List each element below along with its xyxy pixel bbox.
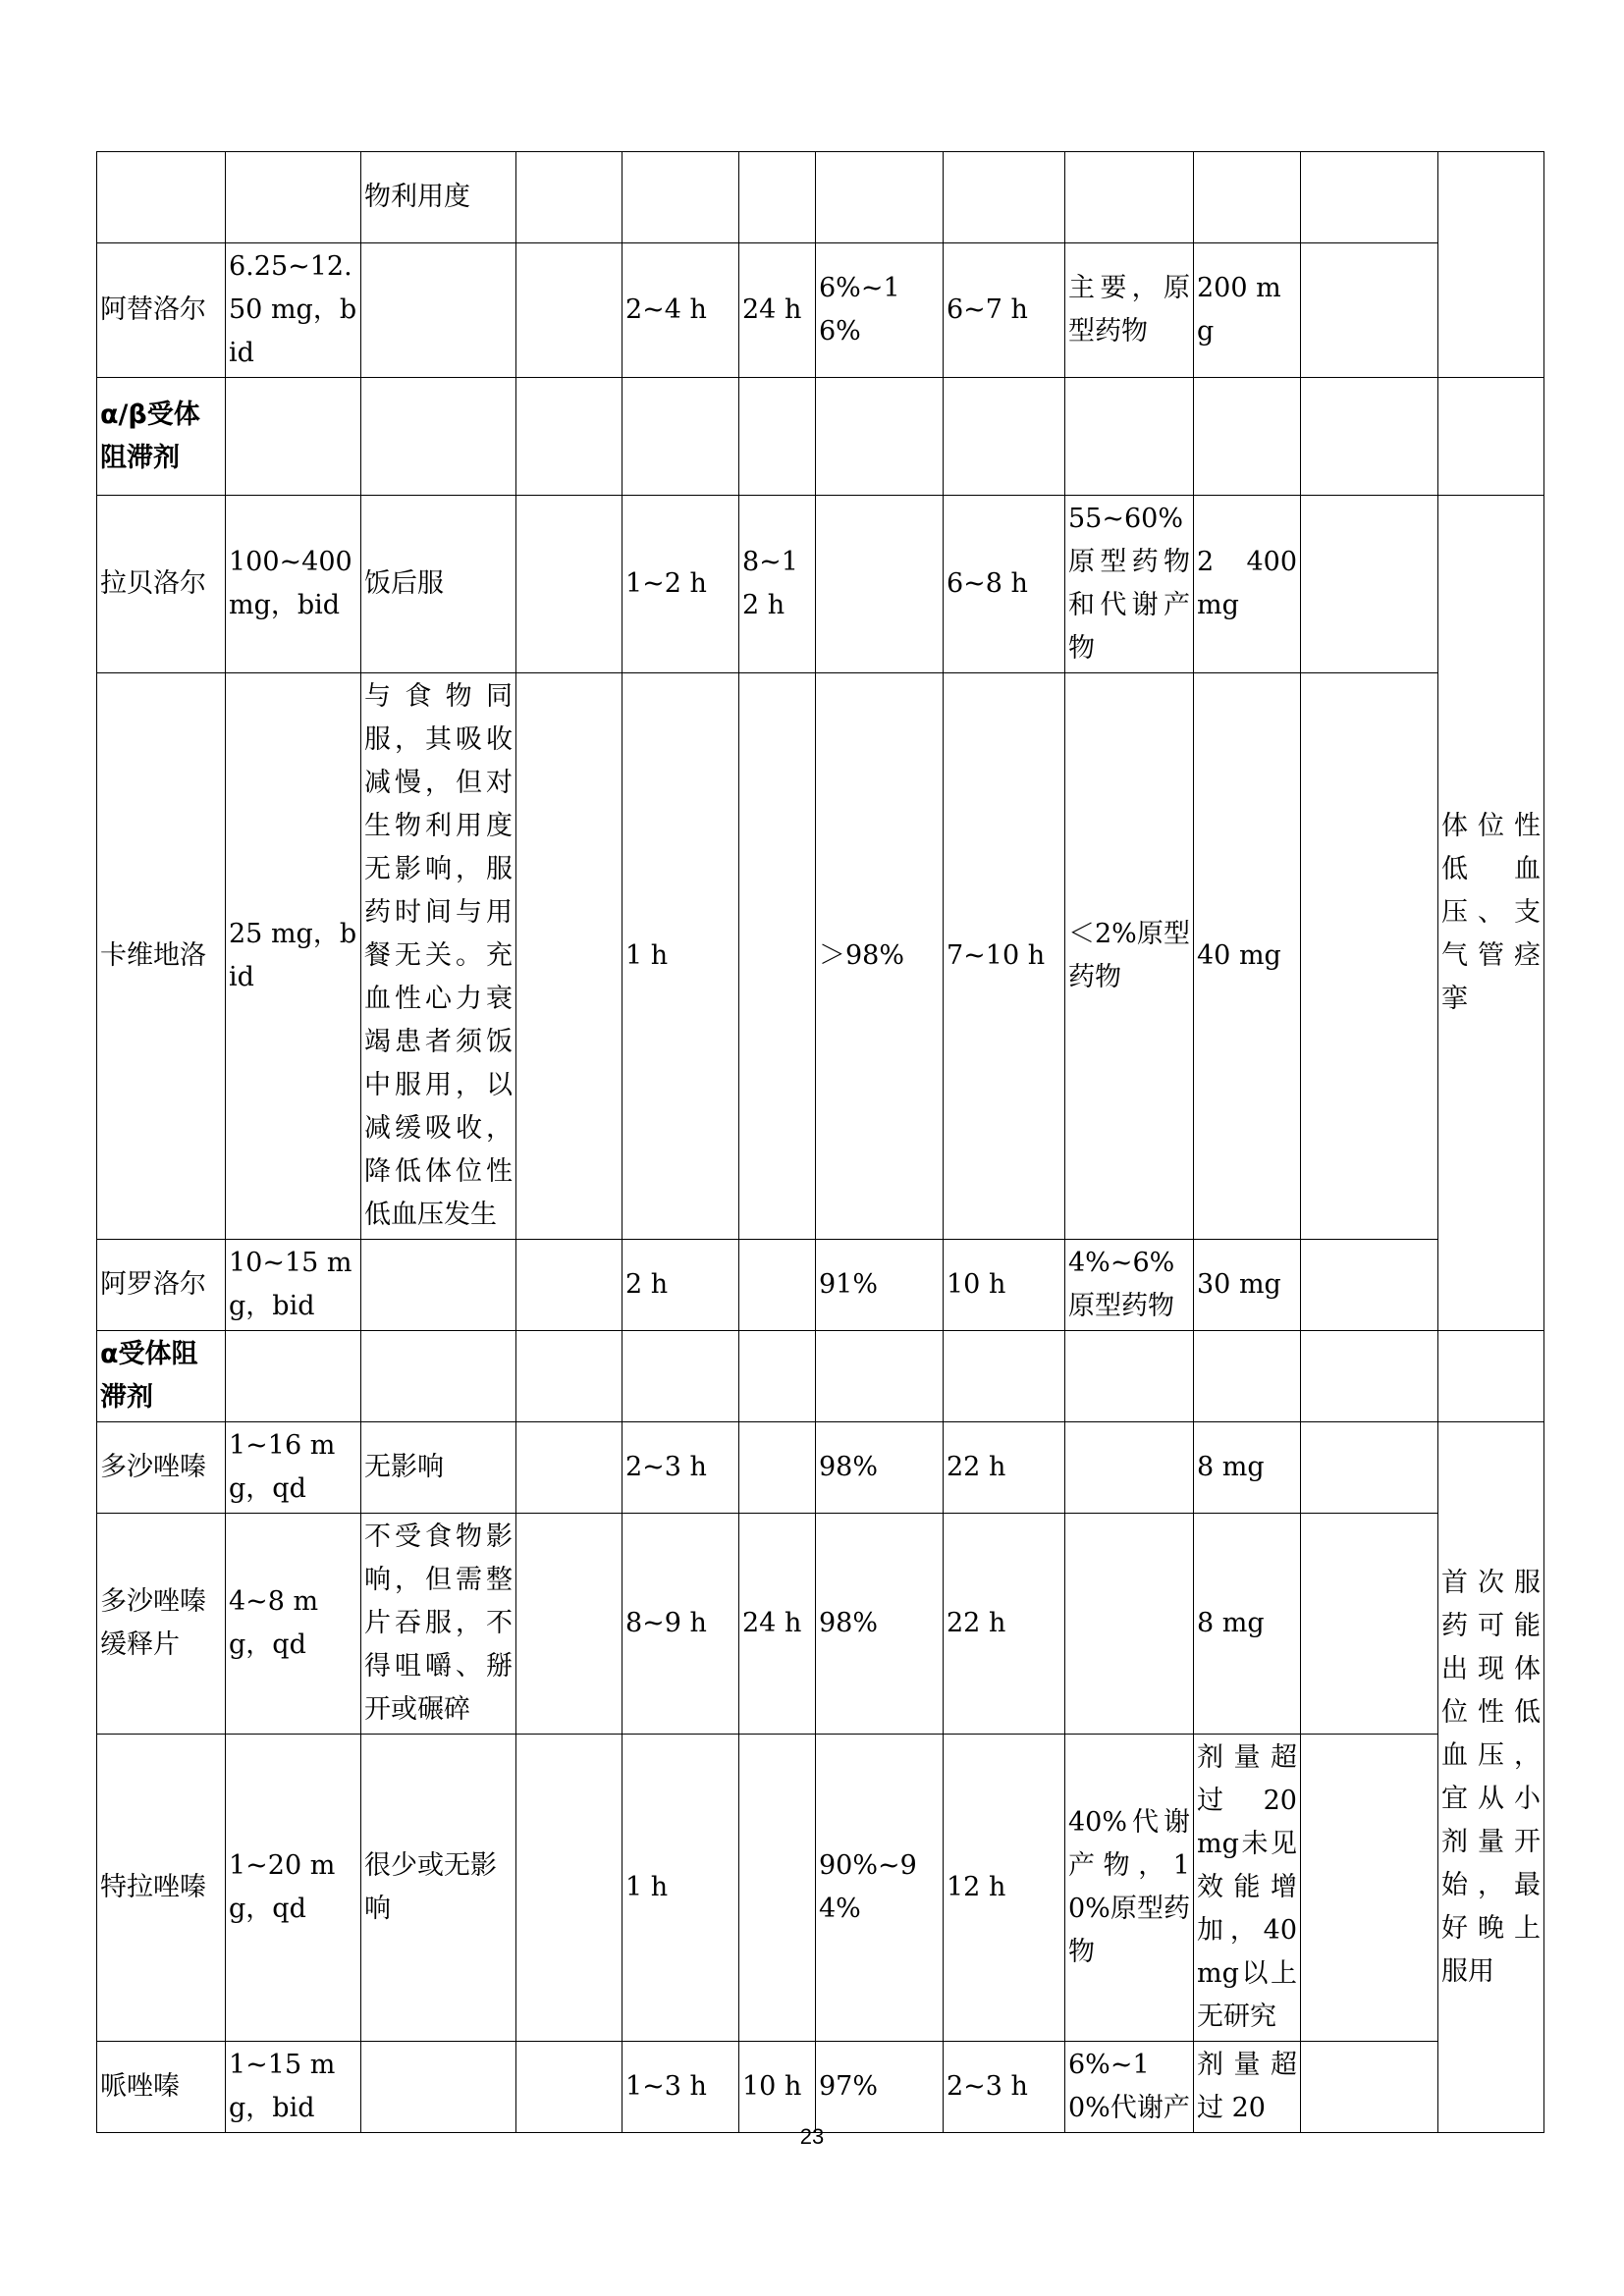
dose-cell: 1~20 mg，qd (226, 1735, 361, 2042)
empty-cell (1065, 378, 1194, 496)
dose-cell: 1~15 mg，bid (226, 2042, 361, 2133)
dose-cell (226, 152, 361, 243)
food-effect-cell: 很少或无影响 (361, 1735, 516, 2042)
protein-binding-cell: 6%~16% (816, 243, 944, 378)
excretion-cell: 40%代谢产物，10%原型药物 (1065, 1735, 1194, 2042)
empty-cell (816, 1331, 944, 1422)
excretion-cell (1065, 152, 1194, 243)
empty-cell (516, 378, 623, 496)
drug-name-cell: 特拉唑嗪 (97, 1735, 226, 2042)
notes-cell: 体位性低血压、支气管痉挛 (1438, 496, 1544, 1331)
empty-cell (739, 1331, 816, 1422)
empty-cell (1301, 2042, 1438, 2133)
empty-cell (1194, 1331, 1301, 1422)
empty-cell (1194, 378, 1301, 496)
table-row (97, 1240, 1544, 1331)
notes-cell: 首次服药可能出现体位性低血压，宜从小剂量开始，最好晚上服用 (1438, 1422, 1544, 2133)
half-life-cell: 24 h (739, 243, 816, 378)
table-row (97, 1422, 1544, 1514)
empty-cell (1301, 378, 1438, 496)
drug-name-cell: 哌唑嗪 (97, 2042, 226, 2133)
dose-cell: 4~8 mg，qd (226, 1514, 361, 1735)
protein-binding-cell: 97% (816, 2042, 944, 2133)
food-effect-cell: 无影响 (361, 1422, 516, 1514)
half-life-cell: 8~12 h (739, 496, 816, 673)
excretion-cell: 主要，原型药物 (1065, 243, 1194, 378)
elimination-half-life-cell: 12 h (944, 1735, 1065, 2042)
empty-cell (739, 378, 816, 496)
dose-cell: 6.25~12.50 mg，bid (226, 243, 361, 378)
food-effect-cell: 与食物同服，其吸收减慢，但对生物利用度无影响，服药时间与用餐无关。充血性心力衰竭患者须饭中服用，以减缓吸收，降低体位性低血压发生 (361, 673, 516, 1240)
food-effect-cell: 饭后服 (361, 496, 516, 673)
half-life-cell (739, 673, 816, 1240)
empty-cell (361, 378, 516, 496)
max-dose-cell: 40 mg (1194, 673, 1301, 1240)
empty-cell (1301, 1240, 1438, 1331)
excretion-cell (1065, 1422, 1194, 1514)
empty-cell (516, 1422, 623, 1514)
empty-cell (516, 152, 623, 243)
category-label: α/β受体阻滞剂 (97, 378, 226, 496)
empty-cell (516, 1735, 623, 2042)
empty-cell (516, 496, 623, 673)
food-effect-cell: 不受食物影响，但需整片吞服，不得咀嚼、掰开或碾碎 (361, 1514, 516, 1735)
food-effect-cell (361, 1240, 516, 1331)
empty-cell (226, 378, 361, 496)
elimination-half-life-cell: 7~10 h (944, 673, 1065, 1240)
protein-binding-cell (816, 496, 944, 673)
tmax-cell (623, 152, 739, 243)
max-dose-cell: 剂量超过 20 (1194, 2042, 1301, 2133)
protein-binding-cell: 98% (816, 1422, 944, 1514)
dose-cell: 100~400 mg，bid (226, 496, 361, 673)
notes-cell (1438, 152, 1544, 378)
elimination-half-life-cell: 22 h (944, 1514, 1065, 1735)
table-row (97, 152, 1544, 243)
half-life-cell (739, 1240, 816, 1331)
protein-binding-cell (816, 152, 944, 243)
max-dose-cell: 8 mg (1194, 1514, 1301, 1735)
empty-cell (1301, 1422, 1438, 1514)
tmax-cell: 1 h (623, 1735, 739, 2042)
max-dose-cell: 剂量超过 20 mg未见效能增加，40 mg以上无研究 (1194, 1735, 1301, 2042)
elimination-half-life-cell: 10 h (944, 1240, 1065, 1331)
food-effect-cell: 物利用度 (361, 152, 516, 243)
protein-binding-cell: 98% (816, 1514, 944, 1735)
dose-cell: 1~16 mg，qd (226, 1422, 361, 1514)
drug-name-cell: 多沙唑嗪 (97, 1422, 226, 1514)
empty-cell (1301, 1735, 1438, 2042)
empty-cell (516, 1240, 623, 1331)
dose-cell: 25 mg，bid (226, 673, 361, 1240)
drug-name-cell: 卡维地洛 (97, 673, 226, 1240)
empty-cell (816, 378, 944, 496)
empty-cell (623, 1331, 739, 1422)
empty-cell (516, 243, 623, 378)
food-effect-cell (361, 2042, 516, 2133)
empty-cell (516, 673, 623, 1240)
elimination-half-life-cell (944, 152, 1065, 243)
tmax-cell: 1~3 h (623, 2042, 739, 2133)
half-life-cell (739, 1422, 816, 1514)
empty-cell (1065, 1331, 1194, 1422)
drug-name-cell: 阿罗洛尔 (97, 1240, 226, 1331)
empty-cell (1301, 152, 1438, 243)
dose-cell: 10~15 mg，bid (226, 1240, 361, 1331)
tmax-cell: 2~4 h (623, 243, 739, 378)
empty-cell (516, 1514, 623, 1735)
table-row (97, 2042, 1544, 2133)
table-row (97, 243, 1544, 378)
max-dose-cell: 30 mg (1194, 1240, 1301, 1331)
category-row (97, 1331, 1544, 1422)
elimination-half-life-cell: 2~3 h (944, 2042, 1065, 2133)
excretion-cell: 4%~6%原型药物 (1065, 1240, 1194, 1331)
elimination-half-life-cell: 22 h (944, 1422, 1065, 1514)
protein-binding-cell: 91% (816, 1240, 944, 1331)
tmax-cell: 1~2 h (623, 496, 739, 673)
half-life-cell (739, 1735, 816, 2042)
food-effect-cell (361, 243, 516, 378)
empty-cell (1301, 673, 1438, 1240)
empty-cell (361, 1331, 516, 1422)
protein-binding-cell: 90%~94% (816, 1735, 944, 2042)
empty-cell (944, 1331, 1065, 1422)
empty-cell (1301, 243, 1438, 378)
empty-cell (1301, 1331, 1438, 1422)
drug-name-cell: 拉贝洛尔 (97, 496, 226, 673)
max-dose-cell (1194, 152, 1301, 243)
empty-cell (516, 2042, 623, 2133)
max-dose-cell: 2 400 mg (1194, 496, 1301, 673)
max-dose-cell: 8 mg (1194, 1422, 1301, 1514)
half-life-cell: 24 h (739, 1514, 816, 1735)
excretion-cell (1065, 1514, 1194, 1735)
category-label: α受体阻滞剂 (97, 1331, 226, 1422)
tmax-cell: 2 h (623, 1240, 739, 1331)
category-row (97, 378, 1544, 496)
half-life-cell: 10 h (739, 2042, 816, 2133)
protein-binding-cell: ＞98% (816, 673, 944, 1240)
table-row (97, 1514, 1544, 1735)
table-row (97, 673, 1544, 1240)
empty-cell (1438, 1331, 1544, 1422)
half-life-cell (739, 152, 816, 243)
table-row (97, 496, 1544, 673)
drug-name-cell: 多沙唑嗪缓释片 (97, 1514, 226, 1735)
tmax-cell: 8~9 h (623, 1514, 739, 1735)
empty-cell (1438, 378, 1544, 496)
elimination-half-life-cell: 6~8 h (944, 496, 1065, 673)
drug-table (96, 151, 1544, 2133)
elimination-half-life-cell: 6~7 h (944, 243, 1065, 378)
drug-name-cell: 阿替洛尔 (97, 243, 226, 378)
empty-cell (516, 1331, 623, 1422)
excretion-cell: 55~60%原型药物和代谢产物 (1065, 496, 1194, 673)
drug-name-cell (97, 152, 226, 243)
empty-cell (944, 378, 1065, 496)
excretion-cell: ＜2%原型药物 (1065, 673, 1194, 1240)
tmax-cell: 1 h (623, 673, 739, 1240)
empty-cell (1301, 1514, 1438, 1735)
empty-cell (1301, 496, 1438, 673)
max-dose-cell: 200 mg (1194, 243, 1301, 378)
empty-cell (623, 378, 739, 496)
page-number: 23 (799, 2124, 825, 2149)
tmax-cell: 2~3 h (623, 1422, 739, 1514)
empty-cell (226, 1331, 361, 1422)
excretion-cell: 6%~10%代谢产 (1065, 2042, 1194, 2133)
table-row (97, 1735, 1544, 2042)
